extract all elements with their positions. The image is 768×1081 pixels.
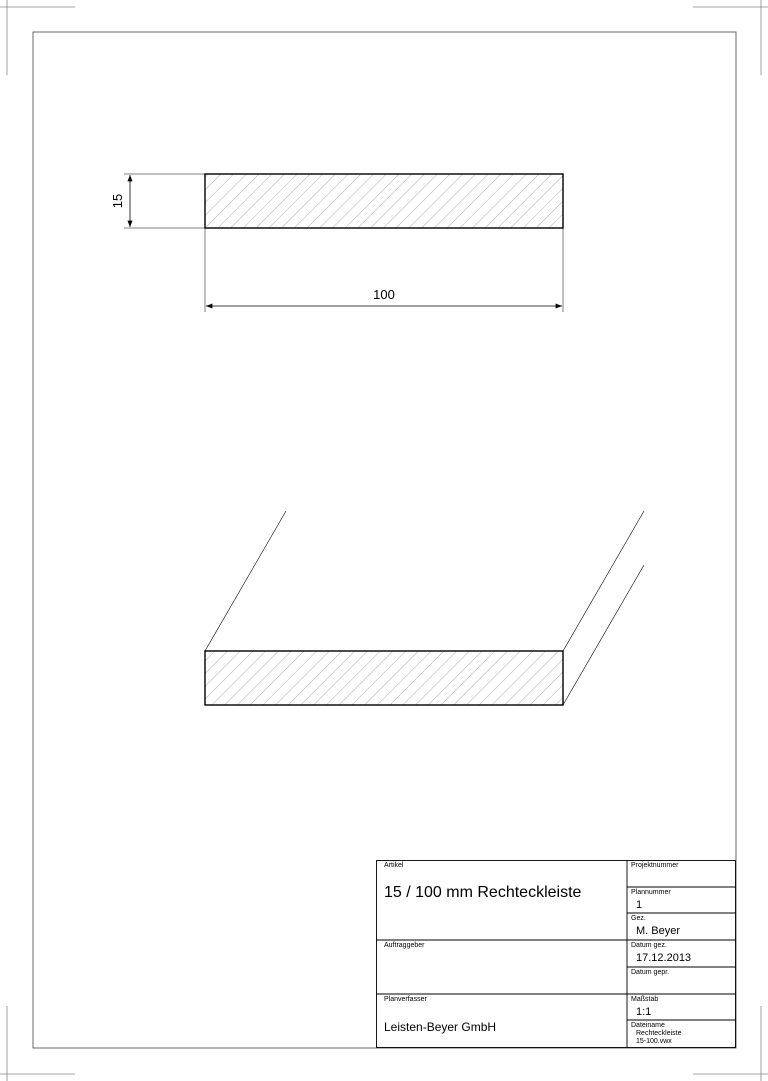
projektnummer-cell bbox=[627, 860, 736, 887]
massstab-label: Maßstab bbox=[631, 996, 659, 1003]
artikel-label: Artikel bbox=[384, 862, 404, 869]
perspective-view bbox=[205, 511, 644, 705]
datum-gez-value: 17.12.2013 bbox=[636, 952, 692, 964]
datum-gepr-cell bbox=[627, 967, 736, 994]
massstab-cell bbox=[627, 994, 736, 1020]
artikel-cell bbox=[376, 860, 627, 940]
auftraggeber-label: Auftraggeber bbox=[384, 942, 425, 949]
title-block bbox=[376, 860, 736, 1048]
width-dimension-label: 100 bbox=[373, 287, 395, 302]
datum-gez-cell bbox=[627, 940, 736, 967]
planverfasser-cell bbox=[376, 994, 627, 1048]
perspective-front-face bbox=[205, 651, 563, 705]
datum-gez-label: Datum gez. bbox=[631, 942, 667, 949]
auftraggeber-cell bbox=[376, 940, 627, 994]
dateiname-line2: 15-100.vwx bbox=[636, 1038, 672, 1045]
planverfasser-label: Planverfasser bbox=[384, 996, 427, 1003]
gez-value: M. Beyer bbox=[636, 925, 681, 937]
dateiname-label: Dateiname bbox=[631, 1022, 665, 1029]
plannummer-value: 1 bbox=[636, 899, 643, 911]
plannummer-label: Plannummer bbox=[631, 889, 671, 896]
dateiname-cell bbox=[627, 1020, 736, 1048]
massstab-value: 1:1 bbox=[636, 1006, 652, 1018]
plannummer-cell bbox=[627, 887, 736, 913]
dateiname-line1: Rechteckleiste bbox=[636, 1030, 682, 1037]
cross-section-view bbox=[110, 174, 563, 312]
planverfasser-value: Leisten-Beyer GmbH bbox=[384, 1020, 497, 1034]
height-dimension-label: 15 bbox=[110, 193, 125, 209]
cross-section-rect bbox=[205, 174, 563, 228]
gez-cell bbox=[627, 913, 736, 940]
gez-label: Gez. bbox=[631, 915, 646, 922]
datum-gepr-label: Datum gepr. bbox=[631, 969, 670, 976]
projektnummer-label: Projektnummer bbox=[631, 862, 679, 869]
artikel-value: 15 / 100 mm Rechteckleiste bbox=[384, 884, 582, 901]
